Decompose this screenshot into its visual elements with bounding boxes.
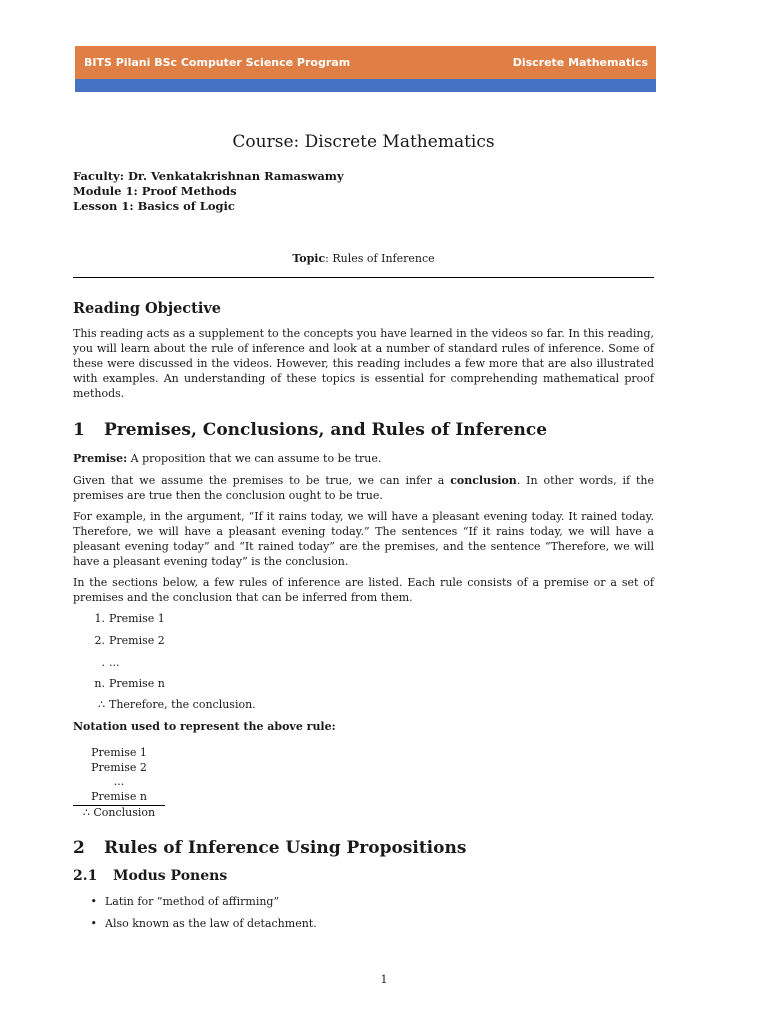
reading-objective-text: This reading acts as a supplement to the concepts you have learned in the videos so far. In this reading, you will learn about the rule of inference and look at a number of standard rules of inference. Some of these were discussed in the videos. However, this reading includes a few more that are also illustrated with examples. An understanding of these topics is essential for comprehending mathematical proof methods. — [73, 327, 654, 400]
notation-premise: Premise 1 — [91, 746, 147, 759]
conclusion-term: conclusion — [450, 474, 517, 487]
banner-program-name: BITS Pilani BSc Computer Science Program — [84, 56, 351, 69]
reading-objective-heading: Reading Objective — [73, 300, 221, 317]
section-1-heading — [73, 420, 547, 440]
course-meta — [73, 169, 344, 214]
conclusion-text-a: Given that we assume the premises to be true, we can infer a — [73, 474, 451, 487]
premise-text: A proposition that we can assume to be true. — [127, 452, 382, 465]
notation-block — [73, 746, 165, 821]
list-item: 1. Premise 1 — [94, 612, 165, 625]
subsection-2-1-title: Modus Ponens — [113, 868, 228, 884]
premise-definition — [73, 451, 654, 466]
banner-course-name: Discrete Mathematics — [512, 56, 648, 69]
notation-premise: Premise n — [91, 789, 147, 803]
subsection-2-1-heading — [73, 868, 227, 884]
list-item: . ... — [101, 656, 120, 669]
section-2-heading — [73, 838, 466, 858]
section-2-number: 2 — [73, 838, 85, 858]
subsection-2-1-number: 2.1 — [73, 868, 98, 884]
lesson-line: Lesson 1: Basics of Logic — [73, 199, 235, 213]
list-item: 2. Premise 2 — [94, 634, 165, 647]
topic-label: Topic — [292, 252, 326, 265]
document-title: Course: Discrete Mathematics — [232, 132, 495, 152]
faculty-line: Faculty: Dr. Venkatakrishnan Ramaswamy — [73, 169, 344, 183]
list-item: ∴ Therefore, the conclusion. — [98, 698, 256, 711]
section-1-number: 1 — [73, 420, 85, 440]
topic-line — [73, 252, 654, 265]
rules-intro-paragraph: In the sections below, a few rules of inference are listed. Each rule consists of a premise or a set of premises and the conclusion that can be inferred from them. — [73, 576, 654, 604]
banner-header-bar — [75, 46, 656, 79]
premise-label: Premise: — [73, 452, 128, 465]
list-item: • Latin for ”method of affirming” — [73, 894, 279, 909]
bullet-icon: • — [90, 895, 97, 908]
list-item: • Also known as the law of detachment. — [73, 916, 317, 931]
bullet-icon: • — [90, 917, 97, 930]
topic-value: : Rules of Inference — [325, 252, 435, 265]
list-item: n. Premise n — [94, 677, 165, 690]
section-2-title: Rules of Inference Using Propositions — [104, 838, 467, 858]
notation-premise: ... — [113, 775, 125, 788]
course-banner — [75, 46, 656, 92]
page-number: 1 — [380, 973, 388, 986]
banner-accent-stripe — [75, 79, 656, 92]
example-paragraph: For example, in the argument, “If it rains today, we will have a pleasant evening today. It rained today. Therefore, we will have a pleasant evening today.” The sentences “If it rains today, we will have a pleasant evening today” and “It rained today” are the premises, and the sentence “Therefore, we will have a pleasant evening today” is the conclusion. — [73, 510, 654, 568]
section-1-title: Premises, Conclusions, and Rules of Inference — [104, 420, 548, 440]
horizontal-rule — [73, 277, 654, 278]
notation-premise: Premise 2 — [91, 760, 147, 774]
notation-conclusion: ∴ Conclusion — [82, 806, 156, 819]
notation-heading: Notation used to represent the above rule: — [73, 720, 336, 733]
module-line: Module 1: Proof Methods — [73, 184, 237, 198]
conclusion-text-b: . In other words, if the premises are true then the conclusion ought to be true. — [73, 474, 654, 502]
conclusion-paragraph — [73, 473, 654, 503]
